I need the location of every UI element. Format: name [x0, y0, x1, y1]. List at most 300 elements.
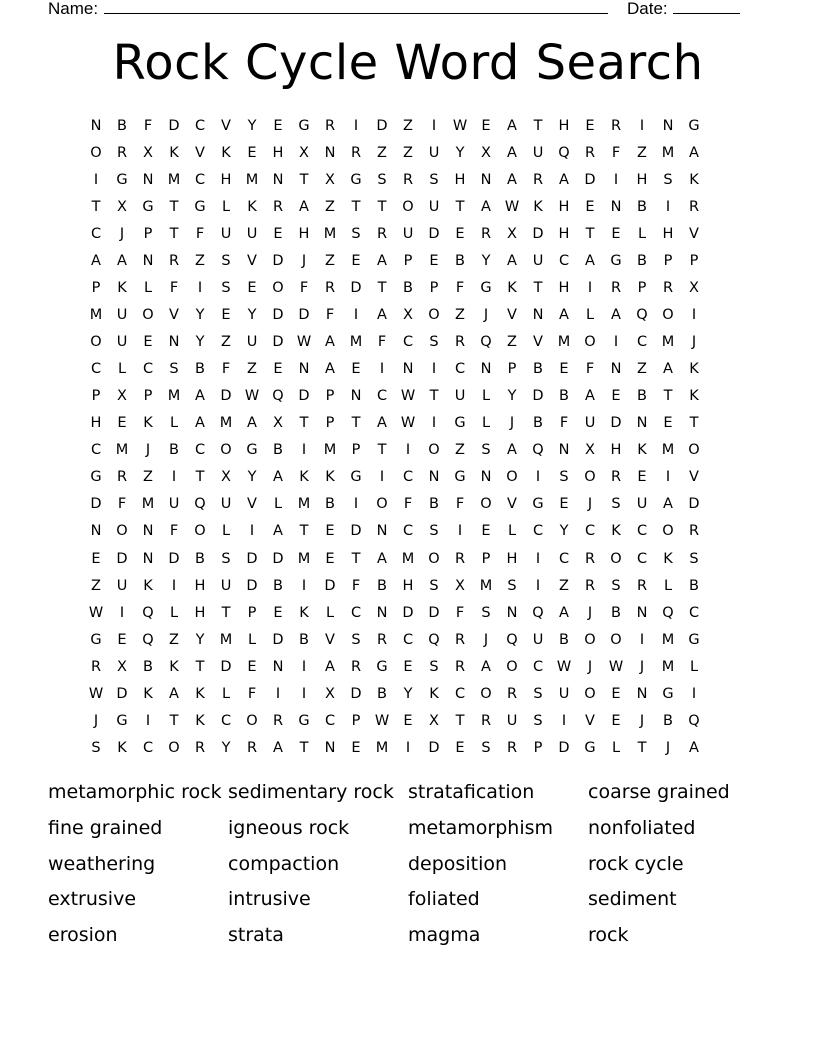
grid-letter[interactable]: F	[455, 280, 465, 297]
grid-letter[interactable]: C	[90, 442, 102, 459]
grid-letter[interactable]: B	[455, 253, 465, 270]
grid-letter[interactable]: K	[143, 415, 153, 432]
grid-letter[interactable]: S	[507, 577, 517, 594]
grid-letter[interactable]: P	[351, 442, 361, 459]
grid-letter[interactable]: C	[142, 361, 154, 378]
grid-letter[interactable]: C	[558, 253, 570, 270]
grid-letter[interactable]: K	[325, 469, 335, 486]
grid-letter[interactable]: X	[689, 280, 699, 297]
grid-letter[interactable]: U	[246, 334, 258, 351]
grid-letter[interactable]: E	[637, 469, 647, 486]
grid-letter[interactable]: M	[141, 496, 155, 513]
grid-letter[interactable]: N	[298, 361, 310, 378]
grid-letter[interactable]: Q	[662, 604, 674, 621]
grid-letter[interactable]: O	[506, 469, 518, 486]
grid-letter[interactable]: F	[247, 685, 257, 702]
grid-letter[interactable]: L	[637, 226, 647, 243]
grid-letter[interactable]: F	[611, 145, 621, 162]
grid-letter[interactable]: E	[611, 388, 621, 405]
grid-letter[interactable]: H	[558, 226, 570, 243]
grid-letter[interactable]: E	[611, 226, 621, 243]
grid-letter[interactable]: K	[195, 685, 205, 702]
grid-letter[interactable]: E	[455, 739, 465, 756]
grid-letter[interactable]: T	[351, 550, 361, 567]
grid-letter[interactable]: R	[90, 658, 102, 675]
grid-letter[interactable]: E	[611, 712, 621, 729]
grid-letter[interactable]: C	[194, 442, 206, 459]
grid-letter[interactable]: G	[90, 631, 102, 648]
grid-letter[interactable]: T	[195, 658, 205, 675]
grid-letter[interactable]: Q	[688, 712, 700, 729]
grid-letter[interactable]: N	[480, 361, 492, 378]
grid-letter[interactable]: I	[379, 469, 385, 486]
grid-letter[interactable]: Q	[428, 631, 440, 648]
grid-letter[interactable]: G	[350, 469, 362, 486]
grid-letter[interactable]: G	[480, 280, 492, 297]
grid-letter[interactable]: V	[507, 307, 517, 324]
grid-letter[interactable]: H	[220, 172, 232, 189]
grid-letter[interactable]: I	[431, 118, 437, 135]
grid-letter[interactable]: K	[533, 199, 543, 216]
grid-letter[interactable]: S	[533, 685, 543, 702]
grid-letter[interactable]: U	[532, 253, 544, 270]
grid-letter[interactable]: C	[636, 523, 648, 540]
grid-letter[interactable]: N	[168, 334, 180, 351]
grid-letter[interactable]: I	[613, 334, 619, 351]
grid-letter[interactable]: E	[247, 658, 257, 675]
grid-letter[interactable]: A	[559, 307, 569, 324]
grid-letter[interactable]: Z	[325, 199, 335, 216]
grid-letter[interactable]: I	[457, 523, 463, 540]
grid-letter[interactable]: E	[273, 226, 283, 243]
grid-letter[interactable]: E	[429, 253, 439, 270]
grid-letter[interactable]: S	[351, 226, 361, 243]
grid-letter[interactable]: Y	[559, 523, 569, 540]
grid-letter[interactable]: R	[610, 118, 622, 135]
grid-letter[interactable]: R	[272, 712, 284, 729]
grid-letter[interactable]: E	[273, 361, 283, 378]
grid-letter[interactable]: R	[116, 469, 128, 486]
grid-letter[interactable]: I	[405, 442, 411, 459]
grid-letter[interactable]: I	[301, 685, 307, 702]
grid-letter[interactable]: O	[584, 685, 596, 702]
grid-letter[interactable]: A	[559, 604, 569, 621]
grid-letter[interactable]: P	[689, 253, 699, 270]
grid-letter[interactable]: K	[221, 145, 231, 162]
grid-letter[interactable]: N	[558, 442, 570, 459]
grid-letter[interactable]: O	[662, 523, 674, 540]
grid-letter[interactable]: E	[351, 253, 361, 270]
grid-letter[interactable]: F	[455, 604, 465, 621]
grid-letter[interactable]: K	[117, 280, 127, 297]
grid-letter[interactable]: R	[454, 658, 466, 675]
grid-letter[interactable]: U	[220, 496, 232, 513]
grid-letter[interactable]: R	[246, 739, 258, 756]
grid-letter[interactable]: U	[636, 496, 648, 513]
grid-letter[interactable]: M	[661, 658, 675, 675]
grid-letter[interactable]: O	[584, 334, 596, 351]
grid-letter[interactable]: O	[662, 307, 674, 324]
grid-letter[interactable]: K	[637, 442, 647, 459]
grid-letter[interactable]: E	[559, 496, 569, 513]
grid-letter[interactable]: O	[90, 145, 102, 162]
grid-letter[interactable]: Y	[507, 388, 517, 405]
grid-letter[interactable]: Q	[532, 604, 544, 621]
grid-letter[interactable]: M	[401, 550, 415, 567]
grid-letter[interactable]: J	[639, 658, 645, 675]
grid-letter[interactable]: D	[246, 577, 258, 594]
grid-letter[interactable]: J	[691, 334, 697, 351]
grid-letter[interactable]: U	[220, 226, 232, 243]
grid-letter[interactable]: F	[143, 118, 153, 135]
grid-letter[interactable]: K	[143, 685, 153, 702]
grid-letter[interactable]: M	[323, 442, 337, 459]
grid-letter[interactable]: A	[585, 388, 595, 405]
grid-letter[interactable]: O	[688, 442, 700, 459]
grid-letter[interactable]: Y	[195, 334, 205, 351]
grid-letter[interactable]: S	[351, 631, 361, 648]
grid-letter[interactable]: L	[689, 658, 699, 675]
grid-letter[interactable]: D	[298, 388, 310, 405]
grid-letter[interactable]: A	[507, 145, 517, 162]
grid-letter[interactable]: K	[169, 145, 179, 162]
grid-letter[interactable]: R	[636, 577, 648, 594]
grid-letter[interactable]: U	[532, 631, 544, 648]
grid-letter[interactable]: Y	[247, 469, 257, 486]
grid-letter[interactable]: E	[611, 685, 621, 702]
grid-letter[interactable]: X	[455, 577, 465, 594]
grid-letter[interactable]: C	[532, 523, 544, 540]
grid-letter[interactable]: Z	[91, 577, 101, 594]
grid-letter[interactable]: Z	[143, 469, 153, 486]
grid-letter[interactable]: T	[299, 415, 309, 432]
grid-letter[interactable]: X	[429, 712, 439, 729]
grid-letter[interactable]: R	[454, 631, 466, 648]
grid-letter[interactable]: H	[610, 442, 622, 459]
grid-letter[interactable]: B	[273, 442, 283, 459]
grid-letter[interactable]: W	[504, 199, 520, 216]
grid-letter[interactable]: C	[636, 550, 648, 567]
grid-letter[interactable]: A	[91, 253, 101, 270]
grid-letter[interactable]: M	[479, 577, 493, 594]
grid-letter[interactable]: L	[247, 631, 257, 648]
grid-letter[interactable]: I	[691, 307, 697, 324]
grid-letter[interactable]: N	[142, 550, 154, 567]
grid-letter[interactable]: C	[402, 631, 414, 648]
grid-letter[interactable]: U	[428, 145, 440, 162]
grid-letter[interactable]: A	[507, 118, 517, 135]
grid-letter[interactable]: J	[639, 712, 645, 729]
grid-letter[interactable]: D	[558, 739, 570, 756]
grid-letter[interactable]: J	[587, 658, 593, 675]
grid-letter[interactable]: B	[689, 577, 699, 594]
grid-letter[interactable]: U	[168, 496, 180, 513]
grid-letter[interactable]: L	[481, 388, 491, 405]
grid-letter[interactable]: N	[480, 469, 492, 486]
grid-letter[interactable]: K	[689, 361, 699, 378]
grid-letter[interactable]: I	[93, 172, 99, 189]
grid-letter[interactable]: H	[506, 550, 518, 567]
grid-letter[interactable]: Z	[637, 145, 647, 162]
grid-letter[interactable]: Z	[507, 334, 517, 351]
grid-letter[interactable]: S	[221, 550, 231, 567]
grid-letter[interactable]: M	[245, 172, 259, 189]
grid-letter[interactable]: H	[194, 604, 206, 621]
grid-letter[interactable]: L	[221, 523, 231, 540]
grid-letter[interactable]: A	[481, 199, 491, 216]
grid-letter[interactable]: V	[689, 226, 699, 243]
grid-letter[interactable]: S	[221, 280, 231, 297]
grid-letter[interactable]: U	[116, 307, 128, 324]
grid-letter[interactable]: O	[610, 631, 622, 648]
grid-letter[interactable]: D	[402, 604, 414, 621]
grid-letter[interactable]: S	[91, 739, 101, 756]
grid-letter[interactable]: D	[168, 550, 180, 567]
grid-letter[interactable]: S	[377, 172, 387, 189]
grid-letter[interactable]: B	[299, 631, 309, 648]
grid-letter[interactable]: A	[559, 172, 569, 189]
grid-letter[interactable]: P	[325, 415, 335, 432]
grid-letter[interactable]: U	[116, 577, 128, 594]
grid-letter[interactable]: C	[532, 658, 544, 675]
grid-letter[interactable]: N	[90, 523, 102, 540]
grid-letter[interactable]: B	[195, 550, 205, 567]
grid-letter[interactable]: J	[509, 415, 515, 432]
grid-letter[interactable]: I	[171, 577, 177, 594]
grid-letter[interactable]: Y	[403, 685, 413, 702]
grid-letter[interactable]: G	[298, 712, 310, 729]
grid-letter[interactable]: T	[299, 172, 309, 189]
grid-letter[interactable]: K	[507, 280, 517, 297]
grid-letter[interactable]: I	[301, 577, 307, 594]
grid-letter[interactable]: A	[689, 739, 699, 756]
grid-letter[interactable]: G	[688, 631, 700, 648]
grid-letter[interactable]: C	[402, 469, 414, 486]
grid-letter[interactable]: U	[116, 334, 128, 351]
grid-letter[interactable]: G	[90, 469, 102, 486]
grid-letter[interactable]: N	[428, 469, 440, 486]
grid-letter[interactable]: U	[532, 145, 544, 162]
grid-letter[interactable]: G	[610, 253, 622, 270]
grid-letter[interactable]: R	[610, 469, 622, 486]
grid-letter[interactable]: Z	[403, 118, 413, 135]
grid-letter[interactable]: D	[168, 118, 180, 135]
grid-letter[interactable]: E	[403, 712, 413, 729]
grid-letter[interactable]: M	[219, 415, 233, 432]
grid-letter[interactable]: I	[587, 280, 593, 297]
grid-letter[interactable]: B	[169, 442, 179, 459]
grid-letter[interactable]: K	[689, 388, 699, 405]
grid-letter[interactable]: C	[324, 712, 336, 729]
grid-letter[interactable]: J	[587, 496, 593, 513]
grid-letter[interactable]: I	[535, 469, 541, 486]
grid-letter[interactable]: O	[402, 199, 414, 216]
grid-letter[interactable]: L	[585, 307, 595, 324]
grid-letter[interactable]: D	[350, 685, 362, 702]
grid-letter[interactable]: E	[325, 550, 335, 567]
grid-letter[interactable]: T	[585, 226, 595, 243]
grid-letter[interactable]: R	[350, 658, 362, 675]
grid-letter[interactable]: G	[298, 118, 310, 135]
grid-letter[interactable]: T	[169, 712, 179, 729]
grid-letter[interactable]: B	[377, 577, 387, 594]
grid-letter[interactable]: T	[377, 280, 387, 297]
grid-letter[interactable]: A	[377, 307, 387, 324]
grid-letter[interactable]: R	[168, 253, 180, 270]
grid-letter[interactable]: F	[585, 361, 595, 378]
grid-letter[interactable]: B	[273, 577, 283, 594]
grid-letter[interactable]: U	[402, 226, 414, 243]
grid-letter[interactable]: O	[246, 712, 258, 729]
grid-letter[interactable]: P	[91, 388, 101, 405]
grid-letter[interactable]: Z	[455, 307, 465, 324]
grid-letter[interactable]: Q	[142, 604, 154, 621]
grid-letter[interactable]: E	[91, 550, 101, 567]
grid-letter[interactable]: A	[169, 685, 179, 702]
grid-letter[interactable]: X	[117, 388, 127, 405]
grid-letter[interactable]: P	[403, 253, 413, 270]
grid-letter[interactable]: E	[273, 604, 283, 621]
grid-letter[interactable]: M	[661, 631, 675, 648]
grid-letter[interactable]: C	[688, 604, 700, 621]
grid-letter[interactable]: M	[661, 442, 675, 459]
grid-letter[interactable]: O	[610, 550, 622, 567]
grid-letter[interactable]: C	[636, 334, 648, 351]
grid-letter[interactable]: K	[299, 469, 309, 486]
grid-letter[interactable]: O	[220, 442, 232, 459]
grid-letter[interactable]: M	[167, 388, 181, 405]
grid-letter[interactable]: I	[639, 631, 645, 648]
grid-letter[interactable]: S	[611, 496, 621, 513]
grid-letter[interactable]: R	[584, 550, 596, 567]
grid-letter[interactable]: R	[506, 685, 518, 702]
grid-letter[interactable]: Q	[272, 388, 284, 405]
grid-letter[interactable]: J	[93, 712, 99, 729]
grid-letter[interactable]: N	[324, 739, 336, 756]
grid-letter[interactable]: I	[405, 739, 411, 756]
grid-letter[interactable]: W	[374, 712, 390, 729]
grid-letter[interactable]: X	[325, 172, 335, 189]
grid-letter[interactable]: E	[247, 145, 257, 162]
date-blank-line[interactable]	[673, 13, 740, 14]
grid-letter[interactable]: H	[636, 172, 648, 189]
grid-letter[interactable]: R	[324, 118, 336, 135]
grid-letter[interactable]: L	[481, 415, 491, 432]
grid-letter[interactable]: U	[584, 415, 596, 432]
grid-letter[interactable]: D	[350, 523, 362, 540]
grid-letter[interactable]: T	[455, 712, 465, 729]
grid-letter[interactable]: E	[325, 523, 335, 540]
grid-letter[interactable]: T	[351, 199, 361, 216]
grid-letter[interactable]: E	[221, 307, 231, 324]
grid-letter[interactable]: W	[244, 388, 260, 405]
grid-letter[interactable]: T	[689, 415, 699, 432]
grid-letter[interactable]: O	[584, 469, 596, 486]
grid-letter[interactable]: T	[221, 604, 231, 621]
grid-letter[interactable]: Q	[558, 145, 570, 162]
grid-letter[interactable]: N	[636, 604, 648, 621]
grid-letter[interactable]: J	[483, 307, 489, 324]
grid-letter[interactable]: R	[662, 280, 674, 297]
grid-letter[interactable]: F	[559, 415, 569, 432]
grid-letter[interactable]: M	[115, 442, 129, 459]
grid-letter[interactable]: S	[481, 739, 491, 756]
grid-letter[interactable]: B	[559, 631, 569, 648]
grid-letter[interactable]: K	[663, 550, 673, 567]
grid-letter[interactable]: G	[116, 172, 128, 189]
grid-letter[interactable]: S	[663, 172, 673, 189]
grid-letter[interactable]: H	[194, 577, 206, 594]
grid-letter[interactable]: C	[402, 334, 414, 351]
grid-letter[interactable]: A	[377, 253, 387, 270]
grid-letter[interactable]: R	[480, 226, 492, 243]
grid-letter[interactable]: D	[272, 631, 284, 648]
grid-letter[interactable]: Q	[506, 631, 518, 648]
grid-letter[interactable]: B	[663, 712, 673, 729]
grid-letter[interactable]: Y	[247, 118, 257, 135]
grid-letter[interactable]: E	[663, 415, 673, 432]
grid-letter[interactable]: F	[351, 577, 361, 594]
grid-letter[interactable]: J	[145, 442, 151, 459]
grid-letter[interactable]: O	[376, 496, 388, 513]
grid-letter[interactable]: B	[195, 361, 205, 378]
grid-letter[interactable]: M	[297, 550, 311, 567]
grid-letter[interactable]: E	[585, 199, 595, 216]
grid-letter[interactable]: P	[143, 226, 153, 243]
grid-letter[interactable]: B	[403, 280, 413, 297]
grid-letter[interactable]: P	[247, 604, 257, 621]
grid-letter[interactable]: H	[454, 172, 466, 189]
grid-letter[interactable]: F	[221, 361, 231, 378]
grid-letter[interactable]: J	[483, 631, 489, 648]
grid-letter[interactable]: N	[636, 415, 648, 432]
grid-letter[interactable]: K	[689, 172, 699, 189]
grid-letter[interactable]: I	[275, 685, 281, 702]
grid-letter[interactable]: G	[376, 658, 388, 675]
grid-letter[interactable]: G	[142, 199, 154, 216]
grid-letter[interactable]: D	[298, 307, 310, 324]
grid-letter[interactable]: I	[197, 280, 203, 297]
grid-letter[interactable]: D	[220, 658, 232, 675]
grid-letter[interactable]: V	[169, 307, 179, 324]
grid-letter[interactable]: E	[585, 118, 595, 135]
grid-letter[interactable]: G	[116, 712, 128, 729]
grid-letter[interactable]: Z	[559, 577, 569, 594]
grid-letter[interactable]: H	[402, 577, 414, 594]
grid-letter[interactable]: R	[376, 226, 388, 243]
grid-letter[interactable]: R	[584, 577, 596, 594]
grid-letter[interactable]: G	[350, 172, 362, 189]
grid-letter[interactable]: K	[169, 658, 179, 675]
grid-letter[interactable]: G	[688, 118, 700, 135]
grid-letter[interactable]: F	[377, 334, 387, 351]
grid-letter[interactable]: J	[301, 253, 307, 270]
grid-letter[interactable]: X	[117, 199, 127, 216]
grid-letter[interactable]: C	[376, 388, 388, 405]
grid-letter[interactable]: H	[90, 415, 102, 432]
grid-letter[interactable]: N	[142, 523, 154, 540]
grid-letter[interactable]: I	[145, 712, 151, 729]
grid-letter[interactable]: D	[428, 226, 440, 243]
grid-letter[interactable]: Y	[481, 253, 491, 270]
grid-letter[interactable]: I	[639, 118, 645, 135]
grid-letter[interactable]: I	[561, 712, 567, 729]
grid-letter[interactable]: L	[221, 199, 231, 216]
grid-letter[interactable]: A	[481, 658, 491, 675]
grid-letter[interactable]: R	[116, 145, 128, 162]
grid-letter[interactable]: N	[142, 172, 154, 189]
grid-letter[interactable]: O	[584, 631, 596, 648]
